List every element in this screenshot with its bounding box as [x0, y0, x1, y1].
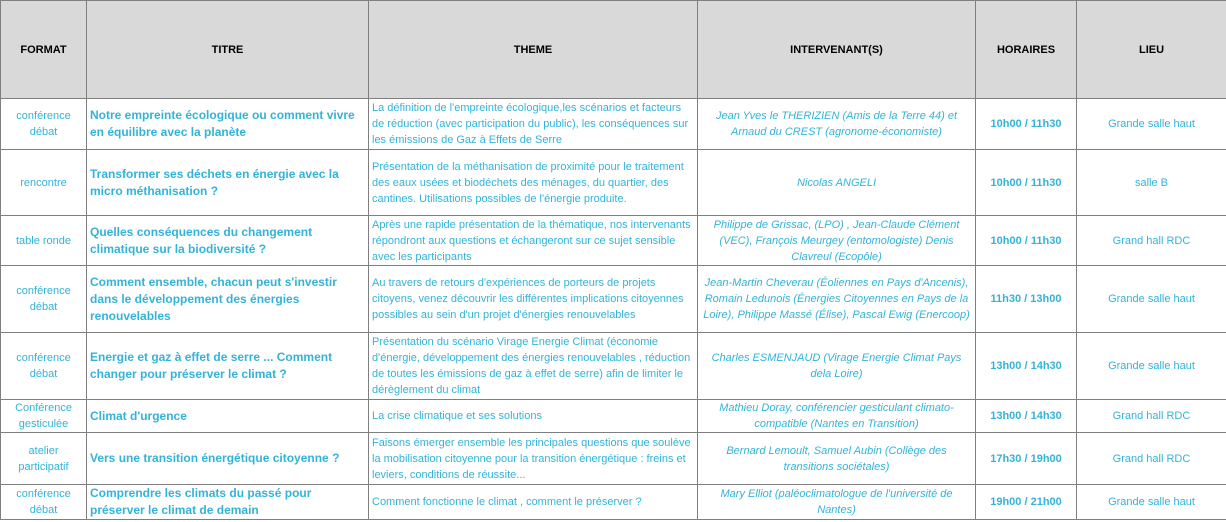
table-row [1, 216, 1226, 266]
cell-theme: Faisons émerger ensemble les principales questions que soulève la mobilisation citoyenne pour la transition énergétique : freins et leviers, conditions de réussite... [369, 433, 698, 485]
cell-intervenants: Philippe de Grissac, (LPO) , Jean-Claude Clément (VEC), François Meurgey (entomologiste) Denis Clavreul (Ecopôle) [698, 216, 976, 266]
cell-theme: La crise climatique et ses solutions [369, 400, 698, 433]
cell-titre: Quelles conséquences du changement climatique sur la biodiversité ? [87, 216, 369, 266]
cell-theme: Présentation de la méthanisation de proximité pour le traitement des eaux usées et biodéchets des ménages, du quartier, des cantines. Utilisations possibles de l'énergie produite. [369, 150, 698, 216]
header-intervenants: INTERVENANT(S) [698, 1, 976, 99]
cell-format: rencontre [1, 150, 87, 216]
cell-lieu: Grande salle haut [1077, 266, 1226, 333]
cell-horaires: 13h00 / 14h30 [976, 333, 1077, 400]
cell-horaires: 13h00 / 14h30 [976, 400, 1077, 433]
cell-titre: Transformer ses déchets en énergie avec la micro méthanisation ? [87, 150, 369, 216]
table-row [1, 99, 1226, 150]
cell-titre: Climat d'urgence [87, 400, 369, 433]
cell-intervenants: Mary Elliot (paléoclimatologue de l'université de Nantes) [698, 485, 976, 520]
cell-horaires: 19h00 / 21h00 [976, 485, 1077, 520]
cell-format: Conférence gesticulée [1, 400, 87, 433]
cell-titre: Vers une transition énergétique citoyenne ? [87, 433, 369, 485]
header-horaires: HORAIRES [976, 1, 1077, 99]
cell-format: conférence débat [1, 266, 87, 333]
table-row [1, 433, 1226, 485]
cell-intervenants: Jean-Martin Cheverau (Éoliennes en Pays d'Ancenis), Romain Ledunois (Énergies Citoyennes en Pays de la Loire), Philippe Massé (Élise), Pascal Ewig (Enercoop) [698, 266, 976, 333]
cell-horaires: 10h00 / 11h30 [976, 216, 1077, 266]
cell-lieu: salle B [1077, 150, 1226, 216]
cell-format: atelier participatif [1, 433, 87, 485]
cell-format: conférence débat [1, 99, 87, 150]
header-lieu: LIEU [1077, 1, 1226, 99]
cell-titre: Notre empreinte écologique ou comment vivre en équilibre avec la planète [87, 99, 369, 150]
header-titre: TITRE [87, 1, 369, 99]
cell-theme: Comment fonctionne le climat , comment le préserver ? [369, 485, 698, 520]
cell-intervenants: Charles ESMENJAUD (Virage Energie Climat Pays dela Loire) [698, 333, 976, 400]
cell-titre: Comment ensemble, chacun peut s'investir dans le développement des énergies renouvelables [87, 266, 369, 333]
cell-horaires: 10h00 / 11h30 [976, 150, 1077, 216]
table-row [1, 266, 1226, 333]
cell-lieu: Grande salle haut [1077, 333, 1226, 400]
cell-format: conférence débat [1, 333, 87, 400]
cell-intervenants: Mathieu Doray, conférencier gesticulant climato-compatible (Nantes en Transition) [698, 400, 976, 433]
header-row [1, 1, 1226, 99]
cell-lieu: Grand hall RDC [1077, 433, 1226, 485]
table-row [1, 333, 1226, 400]
cell-theme: Présentation du scénario Virage Energie Climat (économie d'énergie, développement des énergies renouvelables , réduction de toutes les émissions de gaz à effet de serre) afin de limiter le dérèglement du climat [369, 333, 698, 400]
cell-intervenants: Nicolas ANGELI [698, 150, 976, 216]
cell-titre: Comprendre les climats du passé pour préserver le climat de demain [87, 485, 369, 520]
cell-horaires: 11h30 / 13h00 [976, 266, 1077, 333]
header-theme: THEME [369, 1, 698, 99]
cell-intervenants: Jean Yves le THERIZIEN (Amis de la Terre 44) et Arnaud du CREST (agronome-économiste) [698, 99, 976, 150]
cell-theme: Au travers de retours d'expériences de porteurs de projets citoyens, venez découvrir les différentes implications citoyennes possibles au sein d'un projet d'énergies renouvelables [369, 266, 698, 333]
cell-horaires: 10h00 / 11h30 [976, 99, 1077, 150]
cell-lieu: Grande salle haut [1077, 99, 1226, 150]
cell-lieu: Grand hall RDC [1077, 216, 1226, 266]
cell-titre: Energie et gaz à effet de serre ... Comment changer pour préserver le climat ? [87, 333, 369, 400]
cell-theme: Après une rapide présentation de la thématique, nos intervenants répondront aux questions et échangeront sur ce sujet sensible avec les participants [369, 216, 698, 266]
cell-intervenants: Bernard Lemoult, Samuel Aubin (Collège des transitions sociétales) [698, 433, 976, 485]
table-row [1, 400, 1226, 433]
cell-theme: La définition de l'empreinte écologique,les scénarios et facteurs de réduction (avec participation du public), les conséquences sur les émissions de Gaz à Effets de Serre [369, 99, 698, 150]
cell-lieu: Grande salle haut [1077, 485, 1226, 520]
cell-format: conférence débat [1, 485, 87, 520]
table-row [1, 485, 1226, 520]
cell-horaires: 17h30 / 19h00 [976, 433, 1077, 485]
header-format: FORMAT [1, 1, 87, 99]
cell-lieu: Grand hall RDC [1077, 400, 1226, 433]
table-row [1, 150, 1226, 216]
cell-format: table ronde [1, 216, 87, 266]
